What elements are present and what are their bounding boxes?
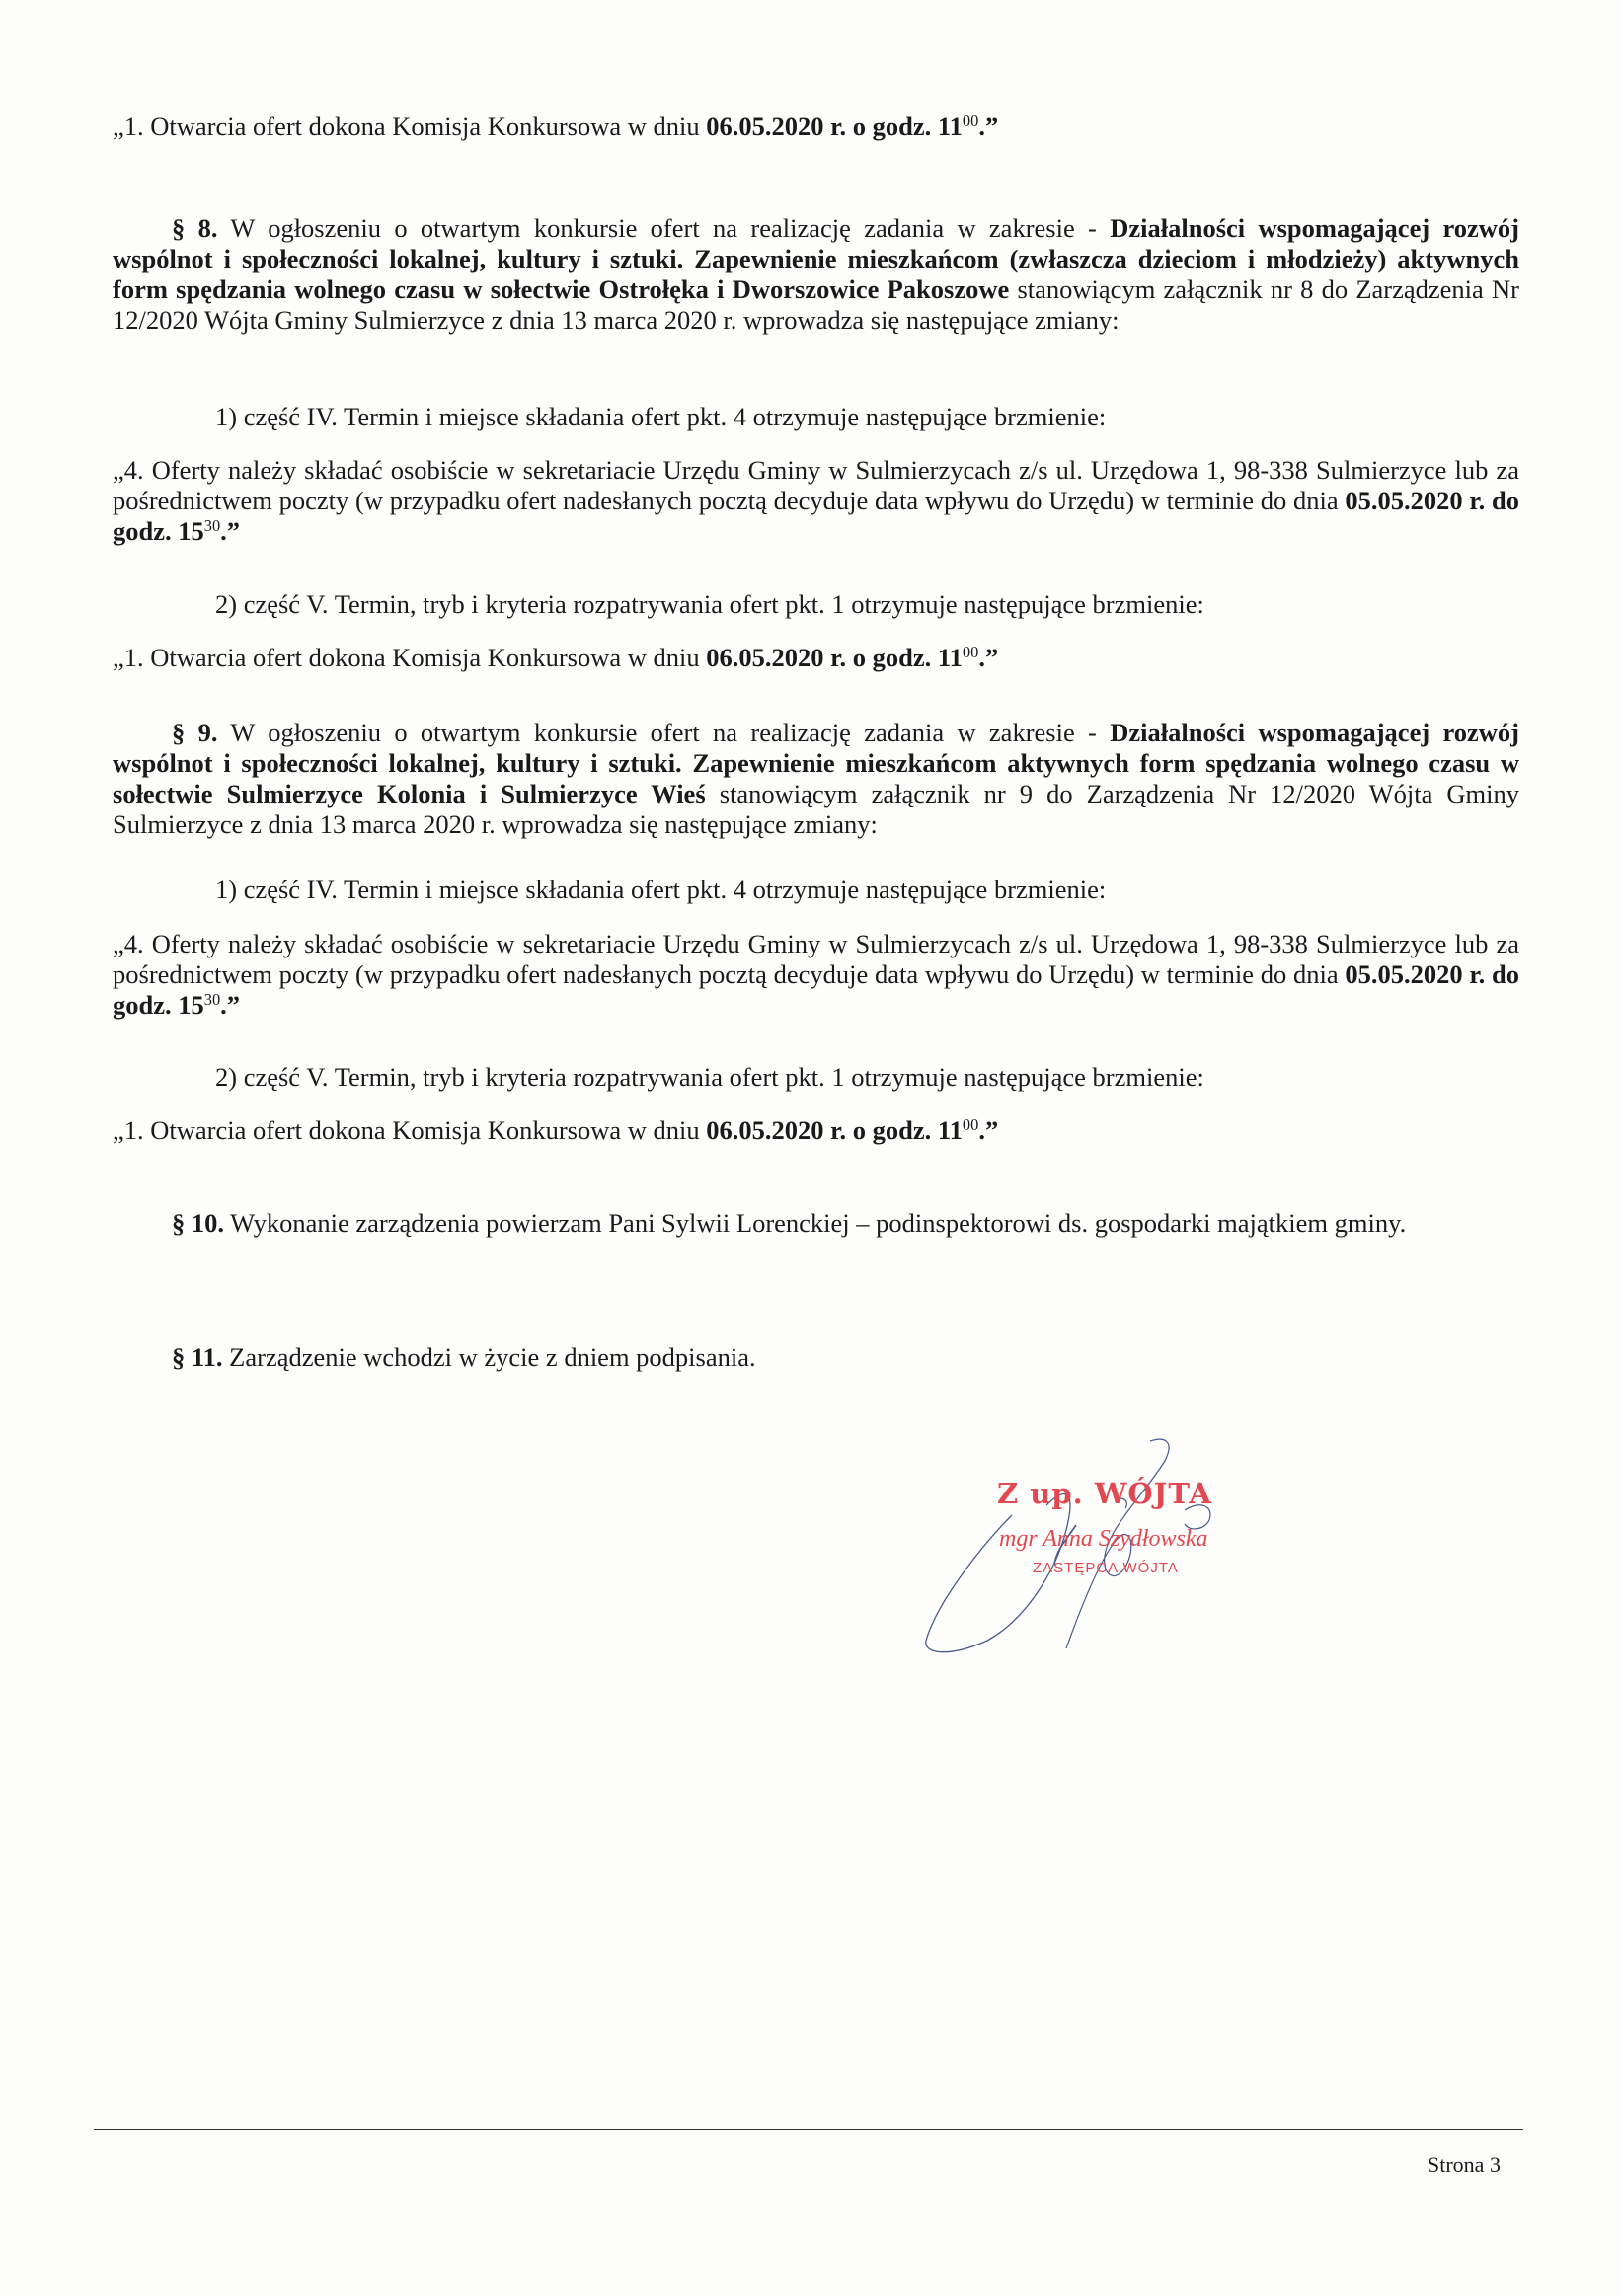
quote-time-sup: 30 [203,989,221,1009]
stamp-line-3: ZASTĘPCA WÓJTA [1033,1560,1179,1576]
section-9-paragraph [113,718,1519,840]
quote-text: „1. Otwarcia ofert dokona Komisja Konkursowa w dniu [113,643,707,672]
page-number: Strona 3 [1428,2152,1501,2177]
official-stamp [918,1421,1333,1658]
quote-time-sup: 30 [203,515,221,535]
stamp-line-1: Z up. WÓJTA [997,1477,1212,1510]
quote-deadline-bold: 05.05.2020 r. do godz. 15 [113,486,1519,546]
quote-time-sup: 00 [962,642,979,661]
section-9-text-a: W ogłoszeniu o otwartym konkursie ofert na realizację zadania w zakresie - [217,718,1111,747]
section-8-text-b: stanowiącym załącznik nr 8 do Zarządzenia Nr 12/2020 Wójta Gminy Sulmierzyce z dnia 13 marca 2020 r. wprowadza się następujące zmiany: [113,274,1519,335]
quote-time-sup: 00 [962,1114,979,1134]
quote-end: .” [978,112,999,141]
section-9-item-2: 2) część V. Termin, tryb i kryteria rozpatrywania ofert pkt. 1 otrzymuje następujące brzmienie: [215,1062,1204,1092]
section-8-item-2: 2) część V. Termin, tryb i kryteria rozpatrywania ofert pkt. 1 otrzymuje następujące brzmienie: [215,589,1204,619]
quote-text: „1. Otwarcia ofert dokona Komisja Konkursowa w dniu [113,1115,707,1145]
section-8-quote-1 [113,643,1519,673]
section-9-number: § 9. [172,718,218,747]
section-10-number: § 10. [172,1208,224,1238]
section-9-quote-1 [113,1115,1519,1146]
quote-date-bold: 06.05.2020 r. o godz. 11 [706,112,963,141]
stamp-line-2: mgr Anna Szydłowska [999,1526,1208,1552]
quote-end: .” [978,1115,999,1145]
top-quote [113,112,1519,142]
footer-divider [94,2129,1523,2130]
quote-end: .” [220,516,241,546]
section-10-text: Wykonanie zarządzenia powierzam Pani Sylwii Lorenckiej – podinspektorowi ds. gospodarki majątkiem gminy. [224,1208,1407,1238]
quote-time-sup: 00 [962,111,979,130]
section-8-paragraph [113,213,1519,336]
quote-text: „1. Otwarcia ofert dokona Komisja Konkursowa w dniu [113,112,707,141]
section-8-item-1: 1) część IV. Termin i miejsce składania ofert pkt. 4 otrzymuje następujące brzmienie: [215,402,1107,431]
quote-date-bold: 06.05.2020 r. o godz. 11 [706,643,963,672]
section-9-text-b: stanowiącym załącznik nr 9 do Zarządzenia Nr 12/2020 Wójta Gminy Sulmierzyce z dnia 13 marca 2020 r. wprowadza się następujące zmiany: [113,779,1519,839]
section-8-quote-4 [113,455,1519,547]
quote-text: „4. Oferty należy składać osobiście w sekretariacie Urzędu Gminy w Sulmierzycach z/s ul. Urzędowa 1, 98-338 Sulmierzyce lub za pośrednictwem poczty (w przypadku ofert nadesłanych pocztą decyduje data wpływu do Urzędu) w terminie do dnia [113,929,1519,989]
quote-deadline-bold: 05.05.2020 r. do godz. 15 [113,959,1519,1020]
section-8-number: § 8. [172,213,218,243]
section-10-paragraph [113,1208,1519,1239]
quote-end: .” [978,643,999,672]
quote-end: .” [220,990,241,1020]
section-9-quote-4 [113,929,1519,1021]
section-8-text-a: W ogłoszeniu o otwartym konkursie ofert na realizację zadania w zakresie - [217,213,1111,243]
section-11-paragraph [113,1342,1519,1373]
quote-date-bold: 06.05.2020 r. o godz. 11 [706,1115,963,1145]
section-9-item-1: 1) część IV. Termin i miejsce składania ofert pkt. 4 otrzymuje następujące brzmienie: [215,875,1107,904]
section-11-text: Zarządzenie wchodzi w życie z dniem podpisania. [222,1342,756,1372]
section-11-number: § 11. [172,1342,223,1372]
section-9-bold-title: Działalności wspomagającej rozwój wspólnot i społeczności lokalnej, kultury i sztuki. Zapewnienie mieszkańcom aktywnych form spędzania wolnego czasu w sołectwie Sulmierzyce Kolonia i Sulmierzyce Wieś [113,718,1519,808]
quote-text: „4. Oferty należy składać osobiście w sekretariacie Urzędu Gminy w Sulmierzycach z/s ul. Urzędowa 1, 98-338 Sulmierzyce lub za pośrednictwem poczty (w przypadku ofert nadesłanych pocztą decyduje data wpływu do Urzędu) w terminie do dnia [113,455,1519,515]
section-8-bold-title: Działalności wspomagającej rozwój wspólnot i społeczności lokalnej, kultury i sztuki. Zapewnienie mieszkańcom (zwłaszcza dzieciom i młodzieży) aktywnych form spędzania wolnego czasu w sołectwie Ostrołęka i Dworszowice Pakoszowe [113,213,1519,304]
